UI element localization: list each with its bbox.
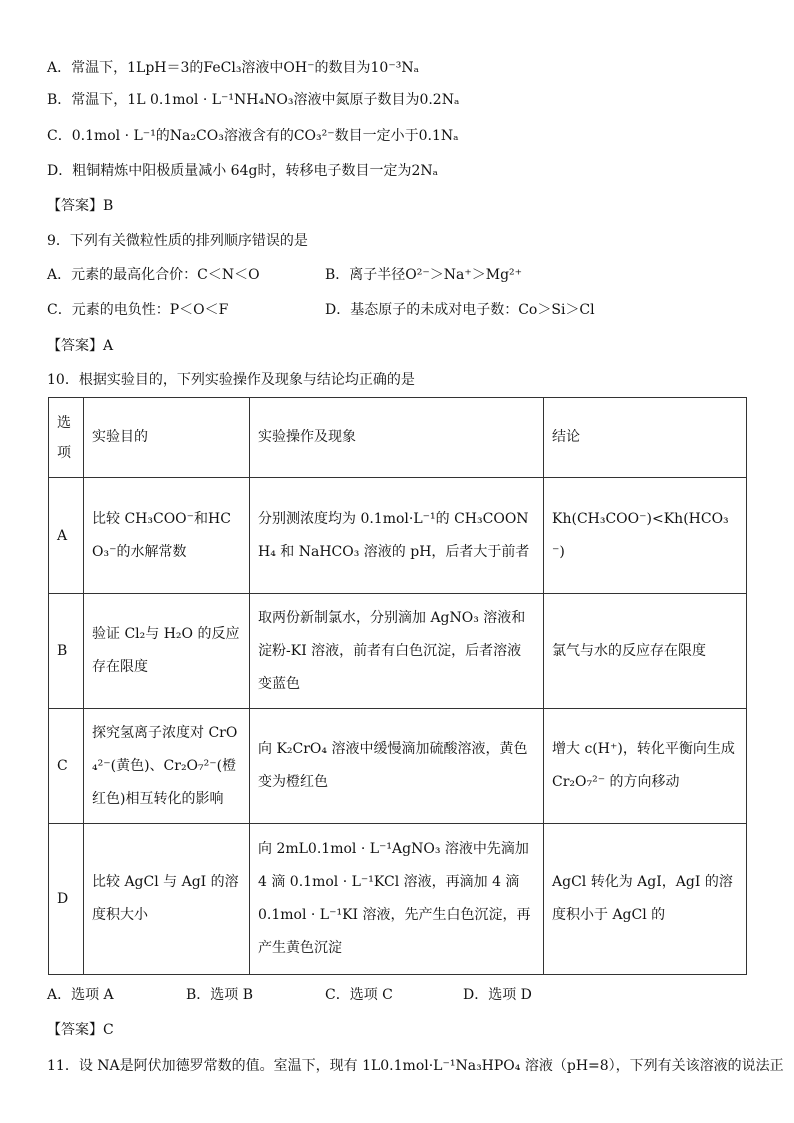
q9-option-d: D．基态原子的未成对电子数：Co＞Si＞Cl: [325, 302, 595, 318]
header-operation: 实验操作及现象: [250, 398, 544, 478]
row-option: B: [49, 594, 84, 709]
row-purpose: 探究氢离子浓度对 CrO₄²⁻(黄色)、Cr₂O₇²⁻(橙红色)相互转化的影响: [84, 709, 250, 824]
row-operation: 取两份新制氯水，分别滴加 AgNO₃ 溶液和淀粉-KI 溶液，前者有白色沉淀，后者溶液变蓝色: [250, 594, 544, 709]
q10-option-d: D．选项 D: [463, 987, 532, 1003]
q8-option-b: B．常温下，1L 0.1mol · L⁻¹NH₄NO₃溶液中氮原子数目为0.2Nₐ: [47, 92, 460, 108]
q10-option-b: B．选项 B: [186, 987, 254, 1003]
row-operation: 向 2mL0.1mol · L⁻¹AgNO₃ 溶液中先滴加 4 滴 0.1mol · L⁻¹KCl 溶液，再滴加 4 滴 0.1mol · L⁻¹KI 溶液，先产生白色沉淀，再产生黄色沉淀: [250, 824, 544, 975]
header-option: 选项: [49, 398, 84, 478]
q8-answer: 【答案】B: [47, 198, 114, 214]
q10-stem: 10．根据实验目的，下列实验操作及现象与结论均正确的是: [47, 372, 415, 388]
row-option: D: [49, 824, 84, 975]
q8-option-c: C．0.1mol · L⁻¹的Na₂CO₃溶液含有的CO₃²⁻数目一定小于0.1Nₐ: [47, 128, 459, 144]
row-operation: 向 K₂CrO₄ 溶液中缓慢滴加硫酸溶液，黄色变为橙红色: [250, 709, 544, 824]
row-purpose: 验证 Cl₂与 H₂O 的反应存在限度: [84, 594, 250, 709]
row-conclusion: 氯气与水的反应存在限度: [544, 594, 747, 709]
q10-answer: 【答案】C: [47, 1022, 114, 1038]
row-conclusion: 增大 c(H⁺)，转化平衡向生成 Cr₂O₇²⁻ 的方向移动: [544, 709, 747, 824]
table-row: [49, 594, 747, 709]
q9-option-b: B．离子半径O²⁻＞Na⁺＞Mg²⁺: [325, 267, 523, 283]
table-row: [49, 709, 747, 824]
q9-answer: 【答案】A: [47, 338, 114, 354]
row-option: A: [49, 478, 84, 594]
table-row: [49, 478, 747, 594]
row-purpose: 比较 AgCl 与 AgI 的溶度积大小: [84, 824, 250, 975]
row-option: C: [49, 709, 84, 824]
q8-option-a: A．常温下，1LpH＝3的FeCl₃溶液中OH⁻的数目为10⁻³Nₐ: [47, 60, 419, 76]
q9-stem: 9．下列有关微粒性质的排列顺序错误的是: [47, 233, 308, 249]
q10-option-a: A．选项 A: [47, 987, 114, 1003]
q8-option-d: D．粗铜精炼中阳极质量减小 64g时，转移电子数目一定为2Nₐ: [47, 163, 439, 179]
q9-option-c: C．元素的电负性：P＜O＜F: [47, 302, 229, 318]
row-conclusion: AgCl 转化为 AgI，AgI 的溶度积小于 AgCl 的: [544, 824, 747, 975]
header-conclusion: 结论: [544, 398, 747, 478]
row-purpose: 比较 CH₃COO⁻和HCO₃⁻的水解常数: [84, 478, 250, 594]
header-purpose: 实验目的: [84, 398, 250, 478]
row-operation: 分别测浓度均为 0.1mol·L⁻¹的 CH₃COONH₄ 和 NaHCO₃ 溶液的 pH，后者大于前者: [250, 478, 544, 594]
q11-stem: 11．设 NA是阿伏加德罗常数的值。室温下，现有 1L0.1mol·L⁻¹Na₃HPO₄ 溶液（pH=8），下列有关该溶液的说法正: [47, 1058, 784, 1074]
table-header-row: [49, 398, 747, 478]
table-row: [49, 824, 747, 975]
row-conclusion: Kh(CH₃COO⁻)<Kh(HCO₃⁻): [544, 478, 747, 594]
q10-table: [48, 397, 747, 975]
q10-option-c: C．选项 C: [325, 987, 393, 1003]
q9-option-a: A．元素的最高化合价：C＜N＜O: [47, 267, 260, 283]
